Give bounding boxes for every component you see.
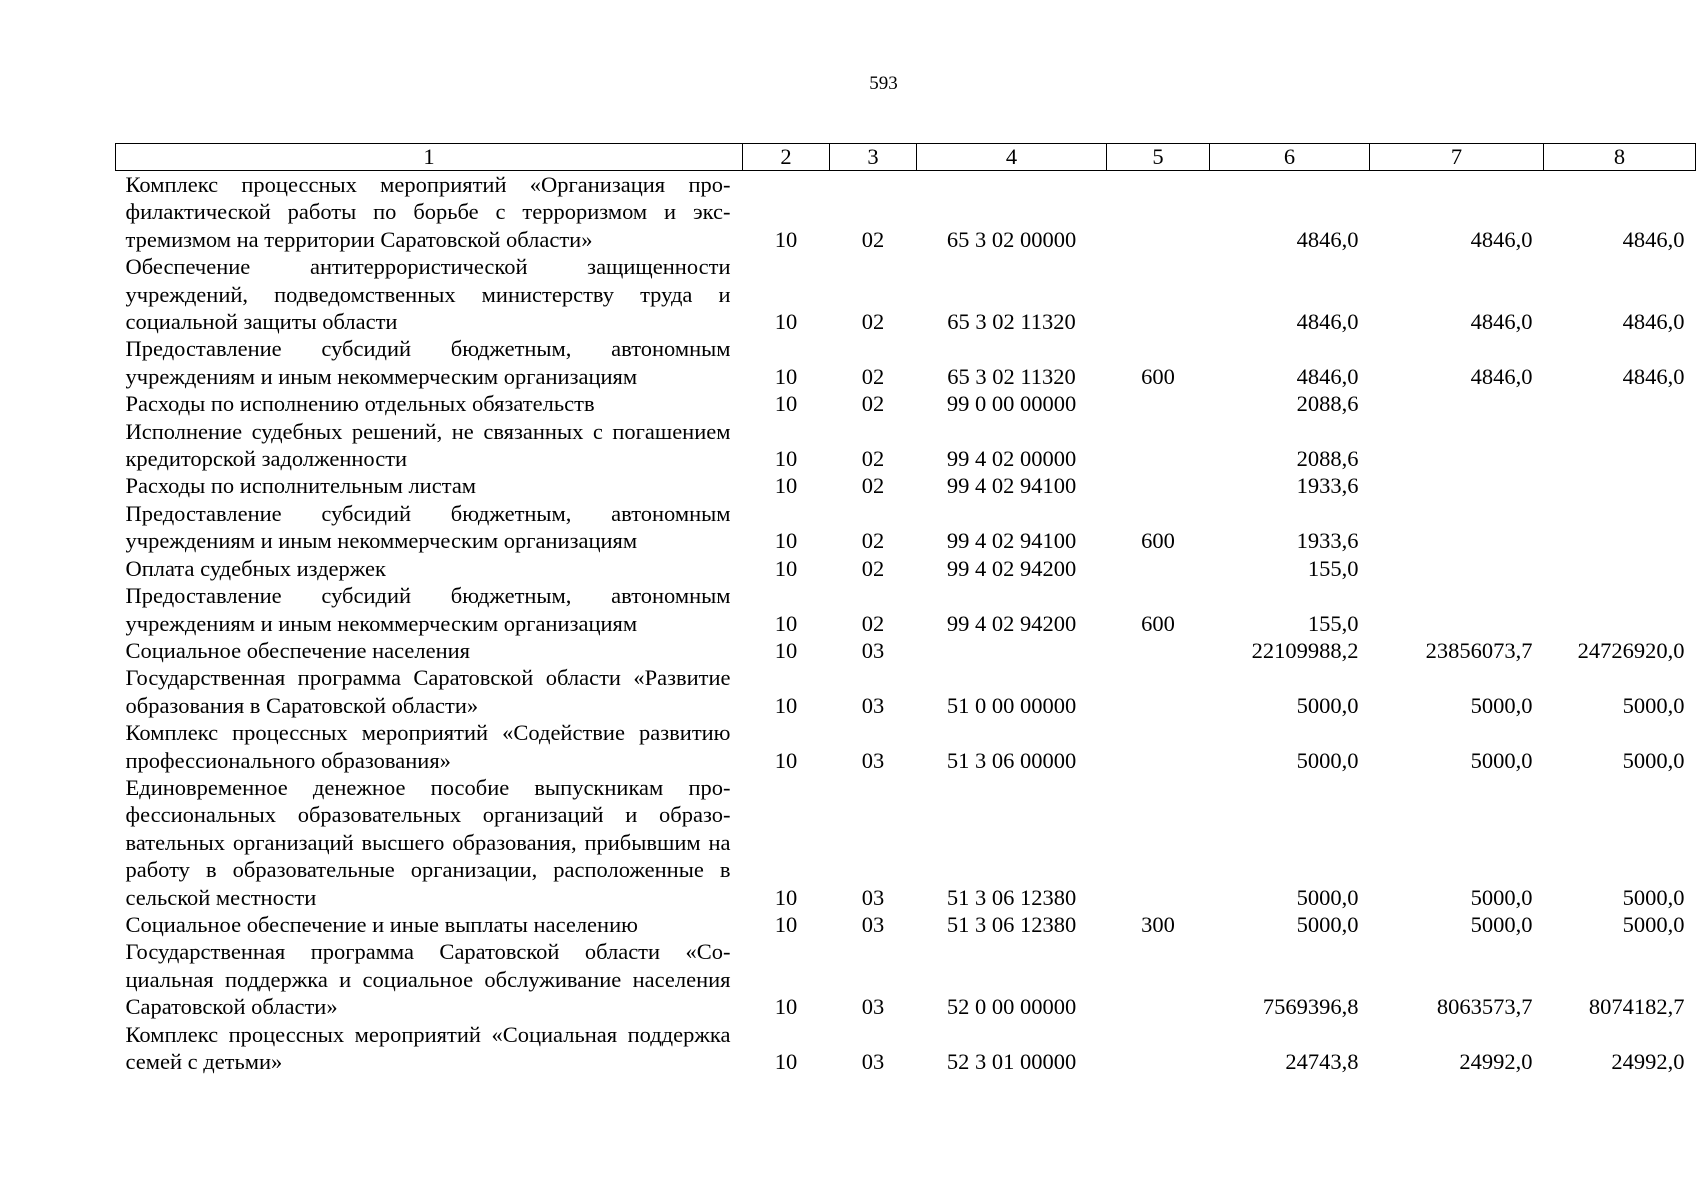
target-article-cell: 99 4 02 94200	[946, 610, 1077, 636]
row-name-cell: Комплекс процессных мероприятий «Социальная поддержка семей с детьми»	[125, 1021, 731, 1074]
amount-col-6-cell: 2088,6	[1296, 391, 1359, 417]
row-name-cell: Расходы по исполнительным листам	[125, 473, 477, 499]
amount-col-8-cell: 8074182,7	[1588, 994, 1685, 1020]
section-code-cell: 10	[774, 446, 798, 472]
expense-type-cell	[1107, 1021, 1210, 1076]
table-row	[116, 774, 1696, 911]
expense-type-cell	[1107, 555, 1210, 582]
amount-col-7-cell: 5000,0	[1470, 884, 1533, 910]
section-code-cell: 10	[774, 994, 798, 1020]
table-row	[116, 253, 1696, 335]
table-row	[116, 418, 1696, 473]
expense-type-cell	[1107, 472, 1210, 499]
table-row	[116, 664, 1696, 719]
amount-col-7-cell: 8063573,7	[1436, 994, 1533, 1020]
amount-col-8-cell	[1544, 472, 1696, 499]
expense-type-cell	[1107, 637, 1210, 664]
amount-col-6-cell: 4846,0	[1296, 309, 1359, 335]
section-code-cell: 10	[774, 473, 798, 499]
target-article-cell: 99 4 02 00000	[946, 446, 1077, 472]
amount-col-7-cell: 5000,0	[1470, 747, 1533, 773]
table-row	[116, 911, 1696, 938]
subsection-code-cell: 03	[861, 1049, 885, 1074]
target-article-cell: 99 0 00 00000	[946, 391, 1077, 417]
header-col-8: 8	[1544, 144, 1696, 171]
target-article-cell: 51 3 06 12380	[946, 884, 1077, 910]
row-name-cell: Исполнение судебных решений, не связанных с погашением кредиторской задолженности	[125, 418, 731, 472]
section-code-cell: 10	[774, 610, 798, 636]
amount-col-8-cell: 5000,0	[1622, 692, 1685, 718]
expense-type-cell	[1107, 774, 1210, 911]
amount-col-6-cell: 155,0	[1307, 555, 1359, 581]
section-code-cell: 10	[774, 555, 798, 581]
subsection-code-cell: 02	[861, 226, 885, 252]
expense-type-cell	[1107, 390, 1210, 417]
amount-col-8-cell: 5000,0	[1622, 747, 1685, 773]
subsection-code-cell: 02	[861, 363, 885, 389]
target-article-cell: 99 4 02 94200	[946, 555, 1077, 581]
amount-col-7-cell: 4846,0	[1470, 226, 1533, 252]
row-name-cell: Социальное обеспечение и иные выплаты населению	[125, 911, 638, 937]
table-row	[116, 719, 1696, 774]
section-code-cell: 10	[774, 226, 798, 252]
table-row	[116, 555, 1696, 582]
table-header	[116, 144, 1696, 171]
target-article-cell: 99 4 02 94100	[946, 528, 1077, 554]
subsection-code-cell: 02	[861, 391, 885, 417]
table-row	[116, 472, 1696, 499]
table-row	[116, 938, 1696, 1020]
expense-type-cell	[1107, 664, 1210, 719]
section-code-cell: 10	[774, 747, 798, 773]
header-col-4: 4	[917, 144, 1107, 171]
expense-type-cell: 600	[1141, 528, 1175, 554]
amount-col-6-cell: 5000,0	[1296, 692, 1359, 718]
table-row	[116, 171, 1696, 254]
page-number: 593	[869, 73, 898, 94]
amount-col-7-cell	[1370, 472, 1544, 499]
table-row	[116, 1021, 1696, 1076]
expense-type-cell: 600	[1141, 610, 1175, 636]
header-col-7: 7	[1370, 144, 1544, 171]
section-code-cell: 10	[774, 692, 798, 718]
row-name-cell: Комплекс процессных мероприятий «Содействие развитию профессионального образования»	[125, 720, 731, 773]
amount-col-7-cell: 23856073,7	[1425, 637, 1533, 663]
amount-col-6-cell: 5000,0	[1296, 911, 1359, 937]
amount-col-6-cell: 4846,0	[1296, 226, 1359, 252]
subsection-code-cell: 02	[861, 446, 885, 472]
header-col-2: 2	[743, 144, 830, 171]
table-row	[116, 637, 1696, 664]
amount-col-8-cell: 24726920,0	[1577, 637, 1685, 663]
expense-type-cell	[1107, 719, 1210, 774]
target-article-cell: 51 3 06 00000	[946, 747, 1077, 773]
subsection-code-cell: 02	[861, 309, 885, 335]
amount-col-7-cell	[1370, 555, 1544, 582]
section-code-cell: 10	[774, 911, 798, 937]
row-name-cell: Расходы по исполнению отдельных обязательств	[125, 391, 595, 417]
row-name-cell: Предоставление субсидий бюджетным, автономным учреждениям и иным некоммерческим организациям	[125, 500, 731, 554]
expense-type-cell: 300	[1141, 911, 1175, 937]
amount-col-7-cell: 5000,0	[1470, 692, 1533, 718]
expense-type-cell	[1107, 418, 1210, 473]
target-article-cell: 99 4 02 94100	[946, 473, 1077, 499]
header-col-5: 5	[1107, 144, 1210, 171]
subsection-code-cell: 02	[861, 473, 885, 499]
section-code-cell: 10	[774, 309, 798, 335]
amount-col-8-cell: 5000,0	[1622, 911, 1685, 937]
subsection-code-cell: 03	[861, 911, 885, 937]
amount-col-8-cell	[1544, 555, 1696, 582]
amount-col-7-cell	[1370, 390, 1544, 417]
amount-col-6-cell: 155,0	[1307, 610, 1359, 636]
row-name-cell: Государственная программа Саратовской области «Социальная поддержка и социальное обслуживание населения Саратовской области»	[125, 939, 731, 1020]
row-name-cell: Оплата судебных издержек	[125, 555, 386, 581]
subsection-code-cell: 02	[861, 528, 885, 554]
row-name-cell: Предоставление субсидий бюджетным, автономным учреждениям и иным некоммерческим организациям	[125, 583, 731, 636]
amount-col-8-cell	[1544, 390, 1696, 417]
table-row	[116, 390, 1696, 417]
expense-type-cell	[1107, 171, 1210, 254]
amount-col-6-cell: 2088,6	[1296, 446, 1359, 472]
section-code-cell: 10	[774, 637, 798, 663]
subsection-code-cell: 03	[861, 747, 885, 773]
amount-col-6-cell: 24743,8	[1285, 1049, 1359, 1074]
amount-col-6-cell: 5000,0	[1296, 747, 1359, 773]
amount-col-8-cell: 4846,0	[1622, 309, 1685, 335]
table-body	[116, 171, 1696, 1076]
amount-col-6-cell: 4846,0	[1296, 363, 1359, 389]
expense-type-cell: 600	[1141, 363, 1175, 389]
row-name-cell: Обеспечение антитеррористической защищенности учреждений, подведомственных министерству труда и социальной защиты области	[125, 254, 731, 335]
subsection-code-cell: 03	[861, 692, 885, 718]
header-col-6: 6	[1210, 144, 1370, 171]
header-col-3: 3	[830, 144, 917, 171]
table-row	[116, 335, 1696, 390]
amount-col-8-cell	[1544, 500, 1696, 555]
target-article-cell: 65 3 02 11320	[947, 363, 1076, 389]
amount-col-7-cell: 5000,0	[1470, 911, 1533, 937]
amount-col-7-cell	[1370, 582, 1544, 637]
amount-col-7-cell: 4846,0	[1470, 309, 1533, 335]
amount-col-6-cell: 5000,0	[1296, 884, 1359, 910]
row-name-cell: Предоставление субсидий бюджетным, автономным учреждениям и иным некоммерческим организациям	[125, 336, 731, 389]
subsection-code-cell: 03	[861, 994, 885, 1020]
budget-table	[115, 143, 1696, 1075]
subsection-code-cell: 03	[861, 884, 885, 910]
amount-col-6-cell: 7569396,8	[1262, 994, 1359, 1020]
amount-col-8-cell: 4846,0	[1622, 226, 1685, 252]
target-article-cell: 52 0 00 00000	[946, 994, 1077, 1020]
target-article-cell: 52 3 01 00000	[946, 1049, 1077, 1074]
section-code-cell: 10	[774, 884, 798, 910]
amount-col-7-cell	[1370, 500, 1544, 555]
row-name-cell: Комплекс процессных мероприятий «Организация профилактической работы по борьбе с терроризмом и экстремизмом на территории Саратовской области»	[125, 172, 731, 252]
target-article-cell: 65 3 02 00000	[946, 226, 1077, 252]
amount-col-8-cell	[1544, 418, 1696, 473]
section-code-cell: 10	[774, 528, 798, 554]
header-row	[116, 144, 1696, 171]
subsection-code-cell: 02	[861, 610, 885, 636]
table-row	[116, 582, 1696, 637]
amount-col-6-cell: 1933,6	[1296, 473, 1359, 499]
section-code-cell: 10	[774, 391, 798, 417]
row-name-cell: Государственная программа Саратовской области «Развитие образования в Саратовской области»	[125, 665, 731, 718]
amount-col-7-cell	[1370, 418, 1544, 473]
amount-col-6-cell: 1933,6	[1296, 528, 1359, 554]
amount-col-7-cell: 24992,0	[1459, 1049, 1533, 1074]
header-col-1: 1	[116, 144, 743, 171]
amount-col-8-cell: 5000,0	[1622, 884, 1685, 910]
row-name-cell: Единовременное денежное пособие выпускникам профессиональных образовательных организаций и образовательных организаций высшего образования, прибывшим на работу в образовательные организации, расположенные в сельской местности	[125, 774, 731, 910]
section-code-cell: 10	[774, 363, 798, 389]
section-code-cell: 10	[774, 1049, 798, 1074]
amount-col-6-cell: 22109988,2	[1251, 637, 1359, 663]
amount-col-8-cell: 24992,0	[1611, 1049, 1685, 1074]
target-article-cell: 51 3 06 12380	[946, 911, 1077, 937]
expense-type-cell	[1107, 938, 1210, 1020]
target-article-cell: 65 3 02 11320	[947, 309, 1076, 335]
table-row	[116, 500, 1696, 555]
amount-col-8-cell	[1544, 582, 1696, 637]
amount-col-7-cell: 4846,0	[1470, 363, 1533, 389]
expense-type-cell	[1107, 253, 1210, 335]
row-name-cell: Социальное обеспечение населения	[125, 637, 471, 663]
target-article-cell	[917, 637, 1107, 664]
target-article-cell: 51 0 00 00000	[946, 692, 1077, 718]
subsection-code-cell: 03	[861, 637, 885, 663]
amount-col-8-cell: 4846,0	[1622, 363, 1685, 389]
subsection-code-cell: 02	[861, 555, 885, 581]
